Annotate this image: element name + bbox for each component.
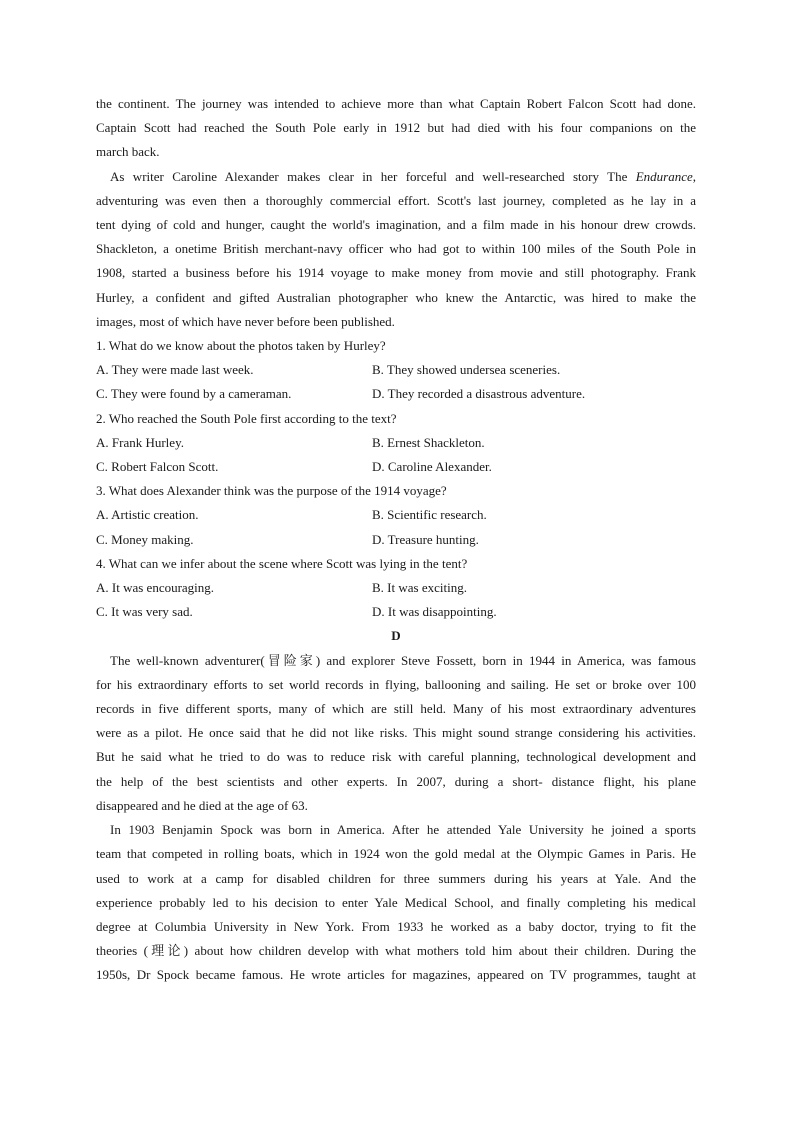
option-row: [96, 455, 696, 479]
text-line: theories (理论) about how children develop with what mothers told him about their children. During the: [96, 943, 696, 959]
option-row: [96, 503, 696, 527]
text-line: for his extraordinary efforts to set world records in flying, ballooning and sailing. He set or broke over 100: [96, 676, 696, 692]
option-row: [96, 358, 696, 382]
option-d: D. It was disappointing.: [372, 604, 497, 620]
option-a: A. Frank Hurley.: [96, 434, 184, 450]
option-c: C. Money making.: [96, 531, 194, 547]
book-title: Endurance: [635, 168, 693, 184]
option-b: B. Ernest Shackleton.: [372, 434, 485, 450]
text-line: In 1903 Benjamin Spock was born in America. After he attended Yale University he joined a sports: [110, 822, 696, 838]
text-line: disappeared and he died at the age of 63.: [96, 797, 308, 813]
option-a: A. It was encouraging.: [96, 580, 215, 596]
text-line: The well-known adventurer(冒险家) and explorer Steve Fossett, born in 1944 in America, was famous: [110, 652, 696, 668]
text-line: Shackleton, a onetime British merchant-navy officer who had got to within 100 miles of the South Pole in: [96, 241, 696, 257]
option-a: A. They were made last week.: [96, 362, 254, 378]
text-line: Hurley, a confident and gifted Australian photographer who knew the Antarctic, was hired to make the: [96, 289, 696, 305]
option-a: A. Artistic creation.: [96, 507, 199, 523]
question-stem: 3. What does Alexander think was the purpose of the 1914 voyage?: [96, 483, 447, 499]
document-page: [96, 92, 696, 988]
text-line: the continent. The journey was intended to achieve more than what Captain Robert Falcon Scott had done.: [96, 96, 696, 111]
text-line: But he said what he tried to do was to reduce risk with careful planning, technological development and: [96, 749, 696, 765]
text-line: [96, 165, 696, 189]
option-b: B. It was exciting.: [372, 580, 467, 596]
text-line: 1908, started a business before his 1914 voyage to make money from movie and still photography. Frank: [96, 265, 696, 281]
option-d: D. Caroline Alexander.: [372, 459, 492, 475]
text-line: were as a pilot. He once said that he did not like risks. This might sound strange considering his activities.: [96, 725, 696, 741]
text-line: used to work at a camp for disabled children for three summers during his years at Yale. And the: [96, 870, 696, 886]
text-line: 1950s, Dr Spock became famous. He wrote articles for magazines, appeared on TV programmes, taught at: [96, 967, 696, 983]
option-c: C. They were found by a cameraman.: [96, 386, 292, 402]
text-line: images, most of which have never before been published.: [96, 313, 395, 329]
option-d: D. They recorded a disastrous adventure.: [372, 386, 586, 402]
option-c: C. It was very sad.: [96, 604, 193, 620]
option-row: [96, 382, 696, 406]
question-stem: 2. Who reached the South Pole first according to the text?: [96, 410, 397, 426]
text-line: the help of the best scientists and other experts. In 2007, during a short- distance flight, his plane: [96, 773, 696, 789]
option-row: [96, 431, 696, 455]
text-line: degree at Columbia University in New York. From 1933 he worked as a baby doctor, trying to fit the: [96, 918, 696, 934]
option-b: B. They showed undersea sceneries.: [372, 362, 561, 378]
section-heading: D: [391, 628, 401, 644]
text-line: march back.: [96, 144, 160, 160]
text-span: ,: [692, 168, 696, 184]
text-line: experience probably led to his decision to enter Yale Medical School, and finally completing his medical: [96, 894, 696, 910]
option-row: [96, 600, 696, 624]
text-line: team that competed in rolling boats, which in 1924 won the gold medal at the Olympic Games in Paris. He: [96, 846, 696, 862]
option-row: [96, 576, 696, 600]
option-b: B. Scientific research.: [372, 507, 487, 523]
question-stem: 1. What do we know about the photos taken by Hurley?: [96, 338, 386, 354]
option-d: D. Treasure hunting.: [372, 531, 479, 547]
text-span: As writer Caroline Alexander makes clear in her forceful and well-researched story The: [110, 168, 636, 184]
question-stem: 4. What can we infer about the scene where Scott was lying in the tent?: [96, 555, 468, 571]
option-row: [96, 528, 696, 552]
text-line: tent dying of cold and hunger, caught the world's imagination, and a film made in his honour drew crowds.: [96, 217, 696, 233]
text-line: adventuring was even then a thoroughly commercial effort. Scott's last journey, completed as he lay in a: [96, 192, 696, 208]
option-c: C. Robert Falcon Scott.: [96, 459, 219, 475]
text-line: records in five different sports, many of which are still held. Many of his most extraordinary adventures: [96, 701, 696, 717]
text-line: Captain Scott had reached the South Pole early in 1912 but had died with his four companions on the: [96, 120, 696, 136]
